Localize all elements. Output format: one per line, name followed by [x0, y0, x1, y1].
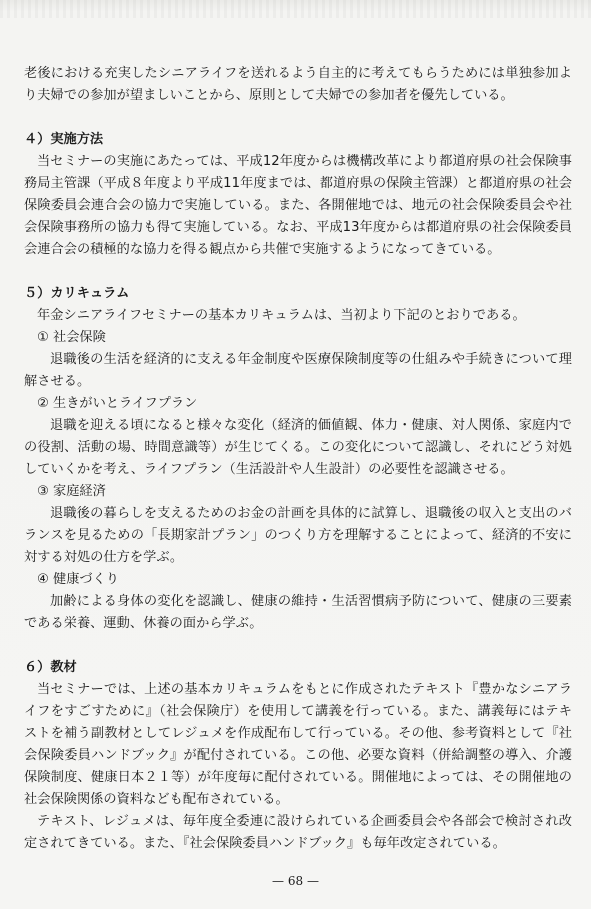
section-4-title: ４）実施方法 [24, 132, 104, 147]
section-6-body-1: 当セミナーでは、上述の基本カリキュラムをもとに作成されたテキスト『豊かなシニアライフをすごすために』（社会保険庁）を使用して講義を行っている。また、講義毎にはテキストを補う副教材としてレジュメを作成配布して行っている。その他、参考資料として『社会保険委員ハンドブック』が配付されている。この他、必要な資料（併給調整の導入、介護保険制度、健康日本２１等）が年度毎に配付されている。開催地によっては、その開催地の社会保険関係の資料なども配布されている。 [24, 682, 572, 807]
section-5-intro: 年金シニアライフセミナーの基本カリキュラムは、当初より下記のとおりである。 [37, 308, 526, 323]
section-6-title: ６）教材 [24, 660, 77, 675]
section-6-body-2: テキスト、レジュメは、毎年度全委連に設けられている企画委員会や各部会で検討され改定されてきている。また、『社会保険委員ハンドブック』も毎年改定されている。 [24, 814, 572, 851]
intro-paragraph: 老後における充実したシニアライフを送れるよう自主的に考えてもらうためには単独参加より夫婦での参加が望ましいことから、原則として夫婦での参加者を優先している。 [24, 66, 572, 103]
curriculum-item-1-body: 退職後の生活を経済的に支える年金制度や医療保険制度等の仕組みや手続きについて理解させる。 [24, 352, 572, 389]
curriculum-item-2-title: ② 生きがいとライフプラン [37, 396, 198, 411]
section-5-title: ５）カリキュラム [24, 286, 130, 301]
page-number: — 68 — [272, 874, 319, 888]
curriculum-item-4-title: ④ 健康づくり [37, 572, 119, 587]
curriculum-item-2-body: 退職を迎える頃になると様々な変化（経済的価値観、体力・健康、対人関係、家庭内での役割、活動の場、時間意識等）が生じてくる。この変化について認識し、それにどう対処していくかを考え、ライフプラン（生活設計や人生設計）の必要性を認識させる。 [24, 418, 572, 477]
curriculum-item-3-body: 退職後の暮らしを支えるためのお金の計画を具体的に試算し、退職後の収入と支出のバランスを見るための「長期家計プラン」のつくり方を理解することによって、経済的不安に対する対処の仕方を学ぶ。 [24, 506, 572, 565]
curriculum-item-1-title: ① 社会保険 [37, 330, 106, 345]
section-4-body: 当セミナーの実施にあたっては、平成12年度からは機構改革により都道府県の社会保険事務局主管課（平成８年度より平成11年度までは、都道府県の保険主管課）と都道府県の社会保険委員会連合会の協力で実施している。また、各開催地では、地元の社会保険委員会や社会保険事務所の協力も得て実施している。なお、平成13年度からは都道府県の社会保険委員会連合会の積極的な協力を得る観点から共催で実施するようになってきている。 [24, 154, 572, 257]
scan-top-margin [0, 0, 591, 18]
curriculum-item-3-title: ③ 家庭経済 [37, 484, 106, 499]
document-body [24, 63, 572, 855]
curriculum-item-4-body: 加齢による身体の変化を認識し、健康の維持・生活習慣病予防について、健康の三要素である栄養、運動、休養の面から学ぶ。 [24, 594, 572, 631]
